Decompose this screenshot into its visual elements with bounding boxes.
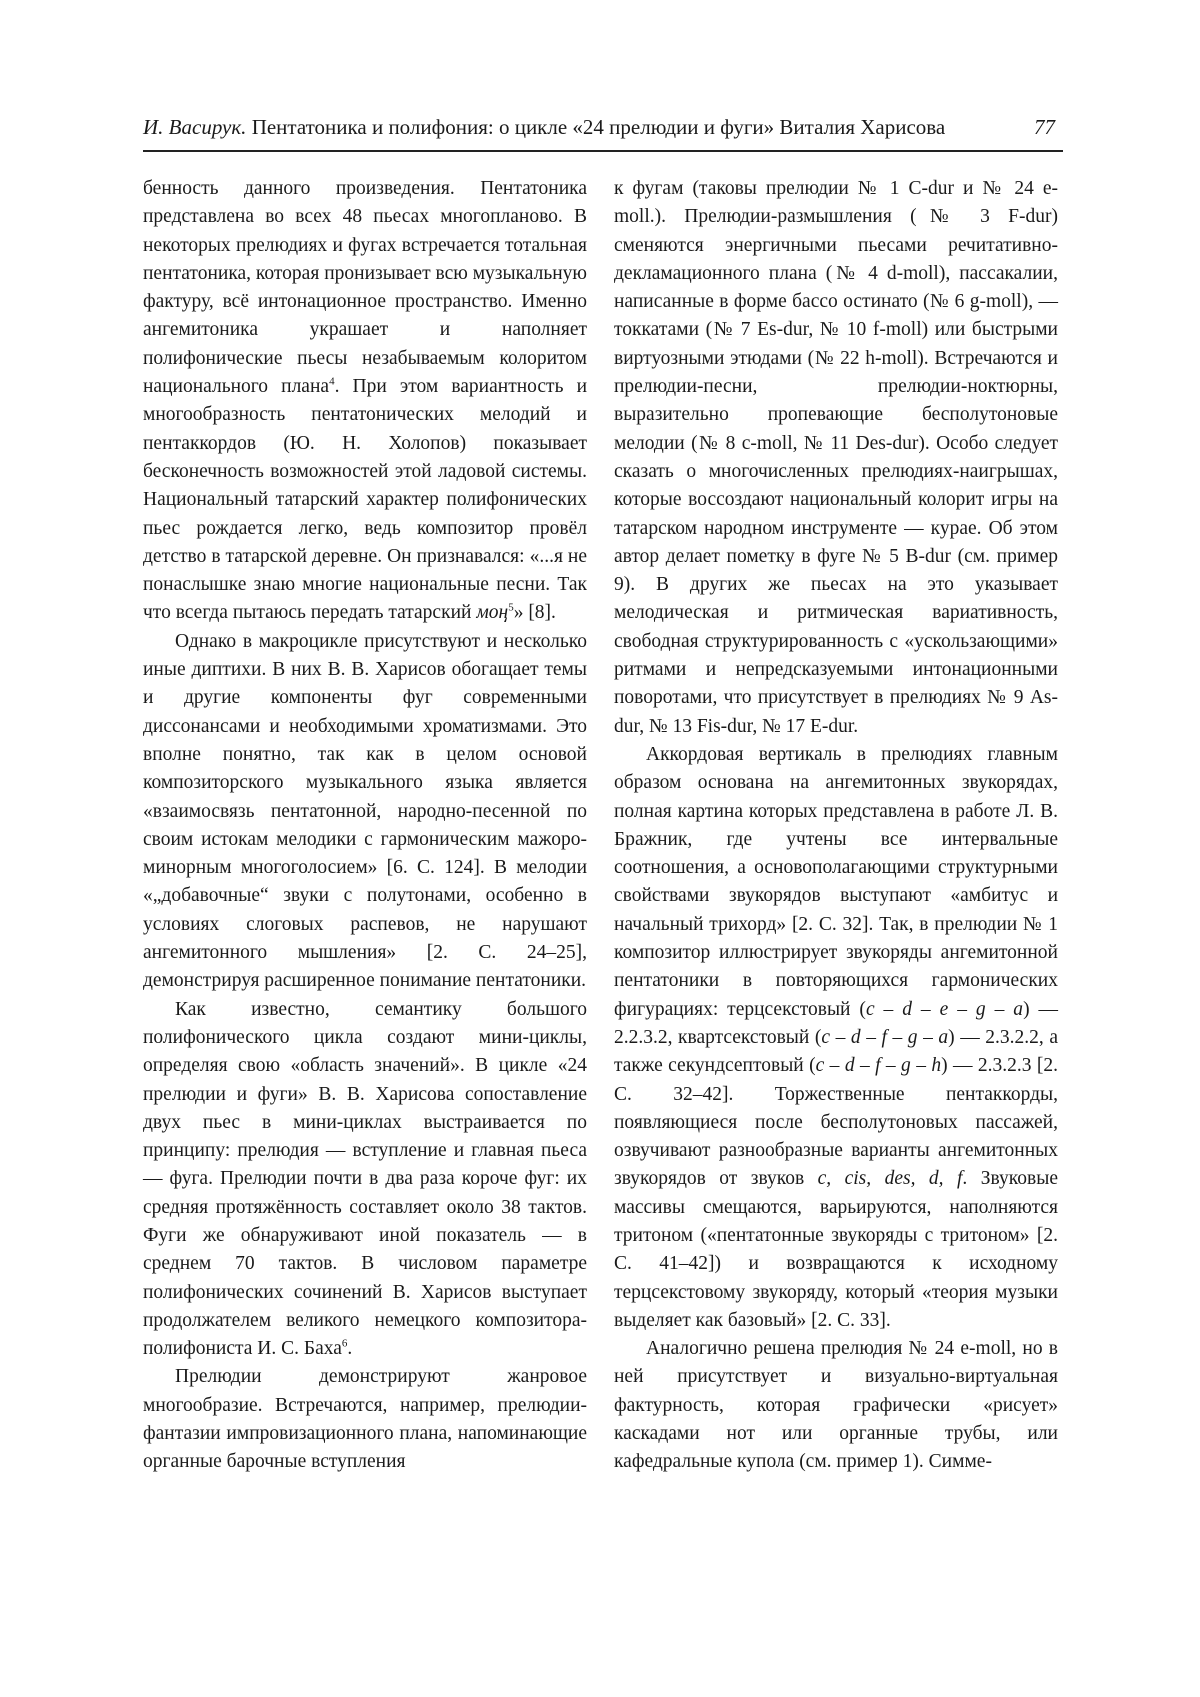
text-run: ) — 2.3.2.3 [2. С. 32–42]. Торжественные пентаккорды, появляющиеся после бесполутоновых пассажей, озвучивают разнообразные варианты ангемитонных звукорядов от звуков xyxy=(614,1055,1058,1190)
paragraph: Аналогично решена прелюдия № 24 e-moll, но в ней присутствует и визуально-виртуальная фактурность, которая графически «рисует» каскадами нот или органные трубы, или кафедральные купола (см. пример 1). Симме- xyxy=(614,1338,1058,1473)
text-run: . При этом вариантность и многообразность пентатонических мелодий и пентаккордов (Ю. Н. Холопов) показывает бесконечность возможностей этой ладовой системы. Национальный татарский характер полифонических пьес рождается легко, ведь композитор провёл детство в татарской деревне. Он признавался: «...я не понаслышке знаю многие национальные песни. Так что всегда пытаюсь передать татарский xyxy=(143,376,587,624)
header-rule xyxy=(143,150,1063,152)
footnote-ref-4: 4 xyxy=(329,375,335,388)
left-column xyxy=(143,175,587,1477)
text-run: ) — 2.3.2.2, а также секундсептовый ( xyxy=(614,1026,1058,1077)
text-run: ) — 2.2.3.2, квартсекстовый ( xyxy=(614,998,1059,1048)
header-author: И. Васирук. xyxy=(143,115,247,139)
text-run: Как известно, семантику большого полифонического цикла создают мини-циклы, определяя свою «область значений». В цикле «24 прелюдии и фуги» В. В. Харисова сопоставление двух пьес в мини-циклах выстраивается по принципу: прелюдия — вступление и главная пьеса — фуга. Прелюдии почти в два раза короче фуг: их средняя протяжённость составляет около 38 тактов. Фуги же обнаруживают иной показатель — в среднем 70 тактов. В числовом параметре полифонических сочинений В. Харисов выступает продолжателем великого немецкого композитора-полифониста И. С. Баха xyxy=(143,998,587,1360)
header-title: Пентатоника и полифония: о цикле «24 прелюдии и фуги» Виталия Харисова xyxy=(251,115,946,139)
footnote-ref-6: 6 xyxy=(341,1337,348,1350)
text-run: . xyxy=(347,1338,353,1360)
italic-term: моң xyxy=(476,602,509,624)
italic-scale: c – d – f – g – a xyxy=(821,1026,949,1048)
paragraph: Прелюдии демонстрируют жанровое многообразие. Встречаются, например, прелюдии-фантазии импровизационного плана, напоминающие органные барочные вступления xyxy=(143,1366,587,1473)
running-header xyxy=(143,107,1063,147)
italic-scale: c – d – e – g – a xyxy=(865,998,1024,1020)
right-column xyxy=(614,175,1058,1477)
paragraph: Однако в макроцикле присутствуют и несколько иные диптихи. В них В. В. Харисов обогащает темы и другие компоненты фуг современными диссонансами и необходимыми хроматизмами. Это вполне понятно, так как в целом основой композиторского музыкального языка является «взаимосвязь пентатонной, народно-песенной по своим истокам мелодики с гармоническим мажоро-минорным многоголосием» [6. С. 124]. В мелодии «„добавочные“ звуки с полутонами, особенно в условиях слоговых распевов, не нарушают ангемитонного мышления» [2. С. 24–25], демонстрируя расширенное понимание пентатоники. xyxy=(143,630,587,992)
paragraph xyxy=(143,175,587,628)
page-number: 77 xyxy=(1034,115,1055,139)
italic-scale: c – d – f – g – h xyxy=(815,1055,942,1077)
paragraph xyxy=(143,996,587,1364)
text-run: . Звуковые массивы смещаются, варьируются, наполняются тритоном («пентатонные звукоряды с тритоном» [2. С. 41–42]) и возвращаются к исходному терцсекстовому звукоряду, который «теория музыки выделяет как базовый» [2. С. 33]. xyxy=(614,1168,1058,1331)
text-run: бенность данного произведения. Пентатоника представлена во всех 48 пьесах многопланово. В некоторых прелюдиях и фугах встречается тотальная пентатоника, которая пронизывает всю музыкальную фактуру, всё интонационное пространство. Именно ангемитоника украшает и наполняет полифонические пьесы незабываемым колоритом национального плана xyxy=(143,178,587,398)
footnote-ref-5: 5 xyxy=(508,601,514,614)
paragraph xyxy=(614,741,1058,1335)
text-run: Аккордовая вертикаль в прелюдиях главным образом основана на ангемитонных звукорядах, полная картина которых представлена в работе Л. В. Бражник, где учтены все интервальные соотношения, а основополагающими структурными свойствами звукорядов выступают «амбитус и начальный трихорд» [2. С. 32]. Так, в прелюдии № 1 композитор иллюстрирует звукоряды ангемитонной пентатоники в повторяющихся гармонических фигурациях: терцсекстовый ( xyxy=(614,743,1058,1020)
text-run: » [8]. xyxy=(513,602,556,624)
paragraph: к фугам (таковы прелюдии № 1 C-dur и № 24 e-moll.). Прелюдии-размышления (№ 3 F-dur) сменяются энергичными пьесами речитативно-декламационного плана (№ 4 d-moll), пассакалии, написанные в форме бассо остинато (№ 6 g-moll), — токкатами (№ 7 Es-dur, № 10 f-moll) или быстрыми виртуозными этюдами (№ 22 h-moll). Встречаются и прелюдии-песни, прелюдии-ноктюрны, выразительно пропевающие бесполутоновые мелодии (№ 8 c-moll, № 11 Des-dur). Особо следует сказать о многочисленных прелюдиях-наигрышах, которые воссоздают национальный колорит игры на татарском народном инструменте — курае. Об этом автор делает пометку в фуге № 5 B-dur (см. пример 9). В других же пьесах на это указывает мелодическая и ритмическая вариативность, свободная структурированность с «ускользающими» ритмами и непредсказуемыми интонационными поворотами, что присутствует в прелюдиях № 9 As-dur, № 13 Fis-dur, № 17 E-dur. xyxy=(614,178,1058,737)
italic-notes: c, cis, des, d, f xyxy=(817,1168,963,1190)
